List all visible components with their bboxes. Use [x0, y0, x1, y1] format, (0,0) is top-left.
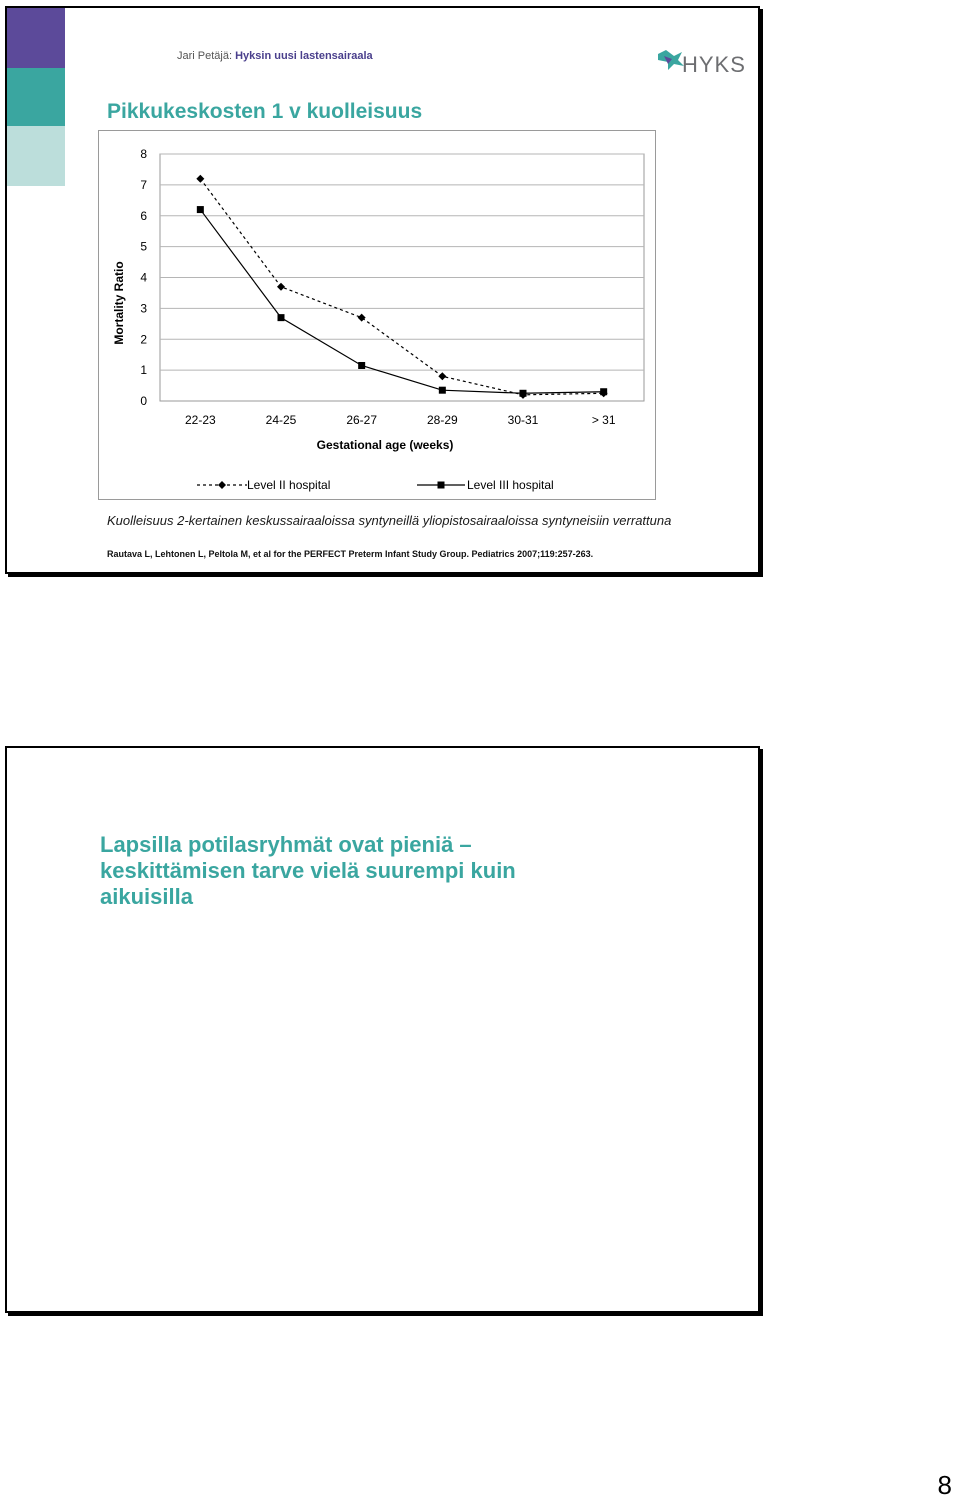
y-tick-label: 8: [140, 147, 147, 161]
data-point: [438, 372, 446, 380]
header-stripe-teal: [7, 68, 65, 126]
y-tick-label: 0: [140, 394, 147, 408]
data-point: [520, 390, 527, 397]
legend-marker: [218, 481, 226, 489]
x-tick-label: 28-29: [426, 413, 458, 427]
data-point: [358, 314, 366, 322]
y-tick-label: 7: [140, 177, 147, 192]
y-tick-label: 2: [140, 332, 147, 347]
legend-layer: [197, 478, 554, 492]
series-line-0: [200, 179, 603, 395]
slide-caption: Kuolleisuus 2-kertainen keskussairaaloissa syntyneillä yliopistosairaaloissa syntyneisiin verrattuna: [107, 513, 672, 528]
x-tick-label: 22-23: [184, 413, 216, 427]
data-point: [358, 362, 365, 369]
axis-layer: [140, 147, 616, 427]
x-tick-label: 26-27: [346, 413, 378, 427]
page-number: 8: [937, 1470, 952, 1500]
y-tick-label: 3: [140, 301, 147, 316]
data-point: [197, 206, 204, 213]
data-point: [278, 314, 285, 321]
reference-citation: Rautava L, Lehtonen L, Peltola M, et al for the PERFECT Preterm Infant Study Group. Pediatrics 2007;119:257-263.: [107, 549, 594, 559]
y-tick-label: 5: [140, 239, 147, 254]
x-tick-label: 24-25: [265, 413, 297, 427]
legend-label: Level III hospital: [467, 478, 554, 492]
x-tick-label: 30-31: [507, 413, 539, 427]
chart-svg: [99, 131, 655, 499]
data-point: [600, 388, 607, 395]
slide-2: [5, 746, 760, 1313]
slide-title: Pikkukeskosten 1 v kuolleisuus: [107, 100, 423, 123]
header-stripe-light-teal: [7, 126, 65, 186]
data-point: [439, 387, 446, 394]
legend-label: Level II hospital: [247, 478, 331, 492]
legend-marker: [438, 482, 445, 489]
y-axis-label: Mortality Ratio: [112, 261, 126, 345]
slide-2-title: Lapsilla potilasryhmät ovat pieniä – keskittämisen tarve vielä suurempi kuin aikuisilla: [100, 832, 516, 909]
series-layer: [196, 175, 607, 399]
header-author-name: Jari Petäjä:: [177, 50, 233, 62]
x-tick-label: > 31: [591, 413, 616, 427]
grid-layer: [160, 154, 644, 401]
slide-1: [5, 6, 760, 574]
header-stripe-purple: [7, 8, 65, 68]
data-point: [277, 283, 285, 291]
y-tick-label: 1: [140, 363, 147, 378]
y-tick-label: 4: [140, 270, 147, 285]
series-line-1: [200, 210, 603, 394]
data-point: [196, 175, 204, 183]
mortality-chart: [98, 130, 656, 500]
header-author: [177, 50, 373, 62]
logo-text: HYKS: [682, 52, 746, 77]
header-subtitle: Hyksin uusi lastensairaala: [235, 50, 373, 62]
y-tick-label: 6: [140, 208, 147, 223]
x-axis-label: Gestational age (weeks): [316, 438, 454, 452]
